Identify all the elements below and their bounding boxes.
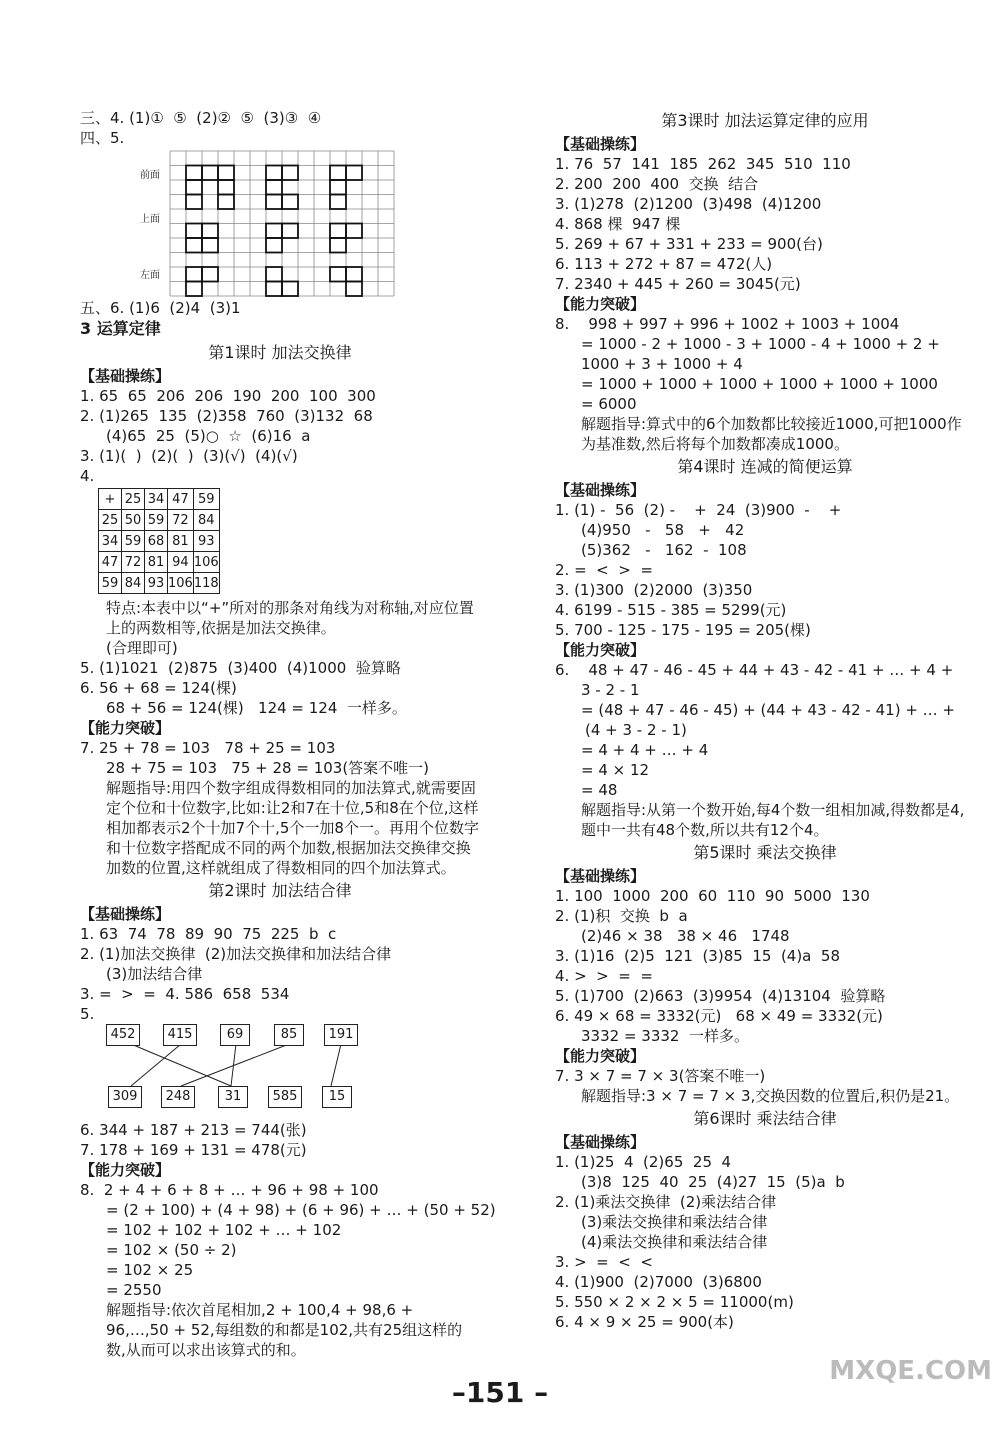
- top-box: 452: [106, 1024, 140, 1046]
- lesson-title: 第6课时 乘法结合律: [693, 1109, 837, 1128]
- top-box: 191: [324, 1024, 358, 1046]
- view-grid-figure: [80, 148, 420, 298]
- answer-line: 1. (1) - 56 (2) - + 24 (3)900 - +: [555, 501, 842, 519]
- grid-cell: [346, 224, 362, 239]
- note: 解题指导:3 × 7 = 7 × 3,交换因数的位置后,积仍是21。: [581, 1087, 960, 1105]
- answer-line: 7. 3 × 7 = 7 × 3(答案不唯一): [555, 1067, 766, 1085]
- answer-line: 1. 100 1000 200 60 110 90 5000 130: [555, 887, 870, 905]
- table-row: [99, 531, 220, 552]
- answer-line: 28 + 75 = 103 75 + 28 = 103(答案不唯一): [106, 759, 430, 777]
- grid-cell: [202, 166, 218, 181]
- lesson-title: 第2课时 加法结合律: [208, 881, 352, 900]
- answer-line: 1. 63 74 78 89 90 75 225 b c: [80, 925, 337, 943]
- grid-cell: [266, 224, 282, 239]
- table-cell: 81: [168, 531, 194, 552]
- left-column: [80, 108, 496, 1360]
- table-cell: 59: [193, 489, 219, 510]
- answer-line: (4 + 3 - 2 - 1): [585, 721, 687, 739]
- answer-line: 7. 2340 + 445 + 260 = 3045(元): [555, 275, 801, 293]
- answer-line: 7. 25 + 78 = 103 78 + 25 = 103: [80, 739, 336, 757]
- bottom-box: 248: [161, 1086, 195, 1108]
- answer-line: 5. (1)700 (2)663 (3)9954 (4)13104 验算略: [555, 987, 886, 1005]
- top-box: 69: [220, 1024, 250, 1046]
- grid-cell: [186, 166, 202, 181]
- grid-cell: [346, 282, 362, 297]
- grid-cell: [282, 282, 298, 297]
- answer-line: = 4 + 4 + … + 4: [581, 741, 709, 759]
- view-label: 左面: [140, 270, 160, 281]
- grid-cell: [186, 238, 202, 253]
- answer-line: (3)加法结合律: [106, 965, 203, 983]
- answer-line: 7. 178 + 169 + 131 = 478(元): [80, 1141, 307, 1159]
- answer-line: 4. 6199 - 515 - 385 = 5299(元): [555, 601, 787, 619]
- grid-cell: [330, 267, 346, 282]
- answer-line: (5)362 - 162 - 108: [581, 541, 747, 559]
- grid-cell: [218, 180, 234, 195]
- answer-line: 5.: [80, 1005, 95, 1023]
- bottom-box: 585: [268, 1086, 302, 1108]
- note: (合理即可): [106, 639, 178, 657]
- grid-cell: [218, 166, 234, 181]
- grid-cell: [266, 282, 282, 297]
- section-ability: 【能力突破】: [80, 719, 171, 737]
- grid-cell: [202, 238, 218, 253]
- answer-line: 4. 868 棵 947 棵: [555, 215, 681, 233]
- table-cell: 94: [168, 552, 194, 573]
- table-cell: 72: [122, 552, 145, 573]
- bottom-box: 309: [108, 1086, 142, 1108]
- top-box: 85: [274, 1024, 304, 1046]
- note: 解题指导:从第一个数开始,每4个数一组相加减,得数都是4,题中一共有48个数,所以共有12个4。: [581, 801, 965, 839]
- grid-cell: [186, 267, 202, 282]
- table-cell: 47: [168, 489, 194, 510]
- answer-line: 5. (1)1021 (2)875 (3)400 (4)1000 验算略: [80, 659, 401, 677]
- table-cell: 25: [99, 510, 122, 531]
- table-row: [99, 573, 220, 594]
- table-cell: 68: [145, 531, 168, 552]
- table-cell: 93: [145, 573, 168, 594]
- answer-line: 6. 4 × 9 × 25 = 900(本): [555, 1313, 734, 1331]
- table-row: [99, 552, 220, 573]
- answer-line: 3. > = < <: [555, 1253, 653, 1271]
- grid-cell: [186, 282, 202, 297]
- section-basic: 【基础操练】: [555, 867, 646, 885]
- answer-line: = 6000: [581, 395, 637, 413]
- matching-figure: [106, 1024, 480, 1120]
- answer-line: 5. 269 + 67 + 331 + 233 = 900(台): [555, 235, 823, 253]
- page-number: –151 –: [451, 1376, 549, 1409]
- section-ability: 【能力突破】: [80, 1161, 171, 1179]
- answer-line: 四、5.: [80, 129, 125, 147]
- grid-cell: [202, 224, 218, 239]
- table-cell: 81: [145, 552, 168, 573]
- answer-line: 三、4. (1)① ⑤ (2)② ⑤ (3)③ ④: [80, 109, 322, 127]
- table-cell: 118: [193, 573, 219, 594]
- answer-line: (3)乘法交换律和乘法结合律: [581, 1213, 768, 1231]
- section-ability: 【能力突破】: [555, 641, 646, 659]
- answer-line: 4. (1)900 (2)7000 (3)6800: [555, 1273, 762, 1291]
- answer-line: (3)8 125 40 25 (4)27 15 (5)a b: [581, 1173, 845, 1191]
- grid-cell: [282, 166, 298, 181]
- table-row: [99, 489, 220, 510]
- answer-line: 3. (1)300 (2)2000 (3)350: [555, 581, 753, 599]
- answer-line: = 1000 + 1000 + 1000 + 1000 + 1000 + 1000: [581, 375, 938, 393]
- table-cell: 72: [168, 510, 194, 531]
- answer-line: 3. = > = 4. 586 658 534: [80, 985, 290, 1003]
- answer-line: 1. (1)25 4 (2)65 25 4: [555, 1153, 732, 1171]
- table-cell: 106: [193, 552, 219, 573]
- note: 解题指导:用四个数字组成得数相同的加法算式,就需要固定个位和十位数字,比如:让2和7在十位,5和8在个位,这样相加都表示2个十加7个十,5个一加8个一。再用个位数字和十位数字搭配成不同的两个加数,根据加法交换律交换加数的位置,这样就组成了得数相同的四个加法算式。: [106, 779, 479, 877]
- table-cell: 59: [122, 531, 145, 552]
- grid-cell: [186, 224, 202, 239]
- answer-line: 4. > > = =: [555, 967, 653, 985]
- grid-cell: [266, 180, 282, 195]
- table-cell: 25: [122, 489, 145, 510]
- answer-line: 2. (1)加法交换律 (2)加法交换律和加法结合律: [80, 945, 392, 963]
- grid-cell: [330, 238, 346, 253]
- table-cell: 50: [122, 510, 145, 531]
- answer-line: = 48: [581, 781, 618, 799]
- grid-cell: [218, 195, 234, 210]
- grid-cell: [266, 166, 282, 181]
- answer-line: 8. 998 + 997 + 996 + 1002 + 1003 + 1004: [555, 315, 900, 333]
- answer-line: 6. 48 + 47 - 46 - 45 + 44 + 43 - 42 - 41 + … + 4 +: [555, 661, 954, 679]
- lesson-title: 第3课时 加法运算定律的应用: [661, 111, 869, 130]
- grid-cell: [330, 195, 346, 210]
- section-basic: 【基础操练】: [555, 1133, 646, 1151]
- answer-line: = (2 + 100) + (4 + 98) + (6 + 96) + … + (50 + 52): [106, 1201, 496, 1219]
- section-ability: 【能力突破】: [555, 295, 646, 313]
- top-box: 415: [163, 1024, 197, 1046]
- grid-cell: [282, 195, 298, 210]
- answer-line: = 102 × (50 ÷ 2): [106, 1241, 237, 1259]
- lesson-title: 第1课时 加法交换律: [208, 343, 352, 362]
- answer-line: 6. 56 + 68 = 124(棵): [80, 679, 237, 697]
- answer-line: 2. (1)265 135 (2)358 760 (3)132 68: [80, 407, 373, 425]
- answer-line: (4)65 25 (5)○ ☆ (6)16 a: [106, 427, 311, 445]
- answer-line: 2. (1)乘法交换律 (2)乘法结合律: [555, 1193, 777, 1211]
- section-basic: 【基础操练】: [80, 905, 171, 923]
- table-row: [99, 510, 220, 531]
- grid-cell: [282, 224, 298, 239]
- lesson-title: 第5课时 乘法交换律: [693, 843, 837, 862]
- table-cell: 93: [193, 531, 219, 552]
- chapter-title: 3 运算定律: [80, 319, 161, 338]
- section-basic: 【基础操练】: [555, 135, 646, 153]
- grid-cell: [202, 267, 218, 282]
- answer-line: (4)乘法交换律和乘法结合律: [581, 1233, 768, 1251]
- table-cell: 84: [122, 573, 145, 594]
- answer-line: 6. 113 + 272 + 87 = 472(人): [555, 255, 773, 273]
- answer-line: = 1000 - 2 + 1000 - 3 + 1000 - 4 + 1000 + 2 +: [581, 335, 940, 353]
- grid-cell: [186, 195, 202, 210]
- grid-cell: [266, 238, 282, 253]
- table-cell: 106: [168, 573, 194, 594]
- answer-line: 3332 = 3332 一样多。: [581, 1027, 749, 1045]
- answer-line: = 102 × 25: [106, 1261, 194, 1279]
- answer-line: 6. 49 × 68 = 3332(元) 68 × 49 = 3332(元): [555, 1007, 883, 1025]
- answer-line: = 4 × 12: [581, 761, 650, 779]
- answer-line: 2. (1)积 交换 b a: [555, 907, 688, 925]
- grid-cell: [346, 166, 362, 181]
- table-cell: 59: [145, 510, 168, 531]
- bottom-box: 31: [218, 1086, 248, 1108]
- table-cell: 84: [193, 510, 219, 531]
- grid-cell: [330, 180, 346, 195]
- answer-line: 3. (1)278 (2)1200 (3)498 (4)1200: [555, 195, 822, 213]
- answer-line: 2. = < > =: [555, 561, 653, 579]
- answer-line: = 102 + 102 + 102 + … + 102: [106, 1221, 342, 1239]
- note: 解题指导:算式中的6个加数都比较接近1000,可把1000作为基准数,然后将每个加数都凑成1000。: [581, 415, 962, 453]
- answer-line: 4.: [80, 467, 95, 485]
- answer-line: (2)46 × 38 38 × 46 1748: [581, 927, 790, 945]
- answer-line: 68 + 56 = 124(棵) 124 = 124 一样多。: [106, 699, 407, 717]
- note: 特点:本表中以“+”所对的那条对角线为对称轴,对应位置上的两数相等,依据是加法交换律。: [106, 599, 474, 637]
- answer-line: 5. 550 × 2 × 2 × 5 = 11000(m): [555, 1293, 794, 1311]
- answer-line: 6. 344 + 187 + 213 = 744(张): [80, 1121, 307, 1139]
- right-column: [555, 108, 975, 1332]
- grid-cell: [346, 267, 362, 282]
- answer-line: 5. 700 - 125 - 175 - 195 = 205(棵): [555, 621, 811, 639]
- table-cell: 34: [145, 489, 168, 510]
- bottom-box: 15: [322, 1086, 352, 1108]
- lesson-title: 第4课时 连减的简便运算: [677, 457, 853, 476]
- view-label: 上面: [140, 214, 160, 225]
- section-basic: 【基础操练】: [80, 367, 171, 385]
- table-cell: +: [99, 489, 122, 510]
- answer-line: 1. 76 57 141 185 262 345 510 110: [555, 155, 851, 173]
- answer-line: = (48 + 47 - 46 - 45) + (44 + 43 - 42 - 41) + … +: [581, 701, 955, 719]
- section-basic: 【基础操练】: [555, 481, 646, 499]
- answer-line: = 2550: [106, 1281, 162, 1299]
- table-cell: 34: [99, 531, 122, 552]
- answer-line: 8. 2 + 4 + 6 + 8 + … + 96 + 98 + 100: [80, 1181, 379, 1199]
- table-cell: 47: [99, 552, 122, 573]
- answer-line: 3. (1)( ) (2)( ) (3)(√) (4)(√): [80, 447, 298, 465]
- answer-line: 1000 + 3 + 1000 + 4: [581, 355, 743, 373]
- grid-cell: [330, 224, 346, 239]
- grid-cell: [330, 166, 346, 181]
- view-grids: [80, 148, 480, 298]
- answer-line: 1. 65 65 206 206 190 200 100 300: [80, 387, 376, 405]
- watermark-logo: MXQE.COM: [829, 1356, 992, 1386]
- note: 解题指导:依次首尾相加,2 + 100,4 + 98,6 + 96,…,50 + 52,每组数的和都是102,共有25组这样的数,从而可以求出该算式的和。: [106, 1301, 463, 1359]
- answer-line: 3. (1)16 (2)5 121 (3)85 15 (4)a 58: [555, 947, 840, 965]
- answer-line: 2. 200 200 400 交换 结合: [555, 175, 759, 193]
- view-label: 前面: [140, 170, 160, 181]
- table-cell: 59: [99, 573, 122, 594]
- grid-cell: [266, 195, 282, 210]
- grid-cell: [266, 267, 282, 282]
- grid-cell: [186, 180, 202, 195]
- addition-table: [98, 488, 220, 594]
- answer-line: 五、6. (1)6 (2)4 (3)1: [80, 299, 241, 317]
- answer-line: (4)950 - 58 + 42: [581, 521, 745, 539]
- answer-line: 3 - 2 - 1: [581, 681, 640, 699]
- section-ability: 【能力突破】: [555, 1047, 646, 1065]
